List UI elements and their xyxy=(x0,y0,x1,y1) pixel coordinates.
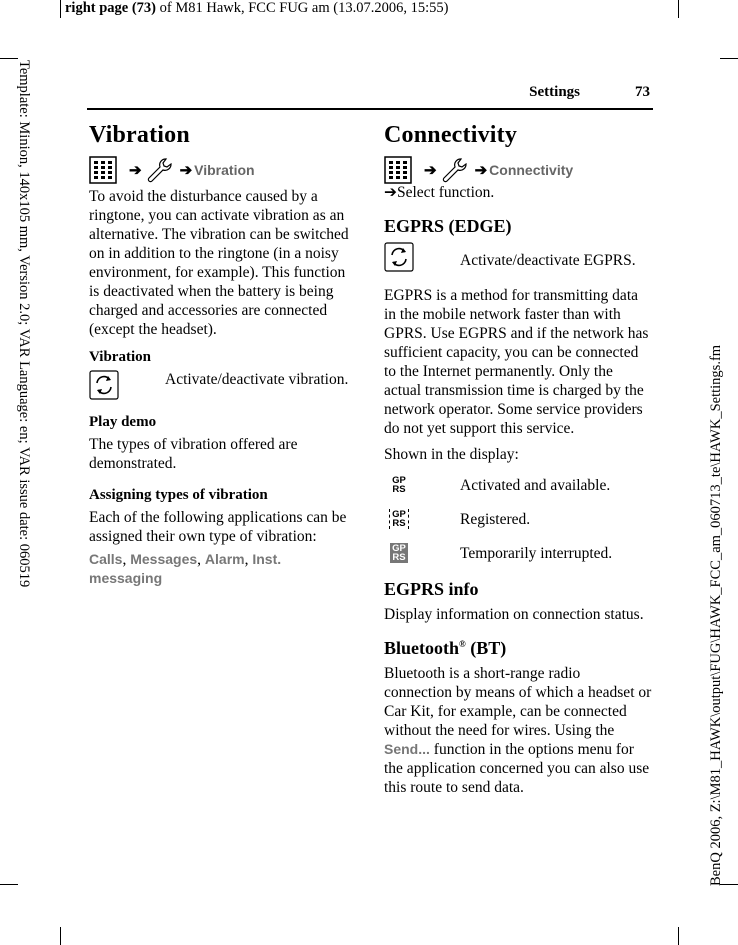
app-calls: Calls xyxy=(89,551,123,567)
wrench-icon xyxy=(146,156,176,184)
bluetooth-text xyxy=(384,664,652,797)
template-info-text: Template: Minion, 140x105 mm, Version 2.0; VAR Language: en; VAR issue date: 060519 xyxy=(16,60,32,588)
path-vibration: Vibration xyxy=(194,162,255,178)
egprs-info-text: Display information on connection status. xyxy=(384,606,644,623)
arrow-icon: ➔ xyxy=(474,162,488,179)
vibration-toggle-row xyxy=(89,370,353,400)
crop-mark xyxy=(720,58,738,59)
egprs-toggle-text: Activate/deactivate EGPRS. xyxy=(460,252,636,269)
connectivity-title: Connectivity xyxy=(384,122,518,148)
egprs-toggle-row xyxy=(384,242,652,272)
vibration-title: Vibration xyxy=(89,122,190,148)
bluetooth-heading-text: Bluetooth xyxy=(384,638,460,658)
status-row-interrupted xyxy=(384,539,652,567)
gprs-interrupted-icon xyxy=(384,539,414,567)
status-registered-text: Registered. xyxy=(460,511,531,528)
section-title: Settings xyxy=(529,84,580,100)
toggle-icon xyxy=(89,370,119,400)
app-list xyxy=(89,550,353,588)
page-header xyxy=(87,80,653,110)
bluetooth-heading-suffix: (BT) xyxy=(465,638,507,658)
print-info-page: right page (73) xyxy=(65,0,157,16)
menu-path xyxy=(89,155,353,185)
vibration-intro: To avoid the disturbance caused by a ringtone, you can activate vibration as an alternative. The vibration can be switched on in addition to the ringtone (in a noisy environment, for example). This function is deactivated when the battery is being charged and accessories are connected (except the headset). xyxy=(89,188,349,338)
status-row-registered xyxy=(384,505,652,533)
gprs-active-icon xyxy=(384,471,414,499)
print-info-file: of M81 Hawk, FCC FUG am (13.07.2006, 15:55) xyxy=(156,0,449,16)
path-connectivity: Connectivity xyxy=(489,162,574,178)
arrow-icon: ➔ xyxy=(179,162,193,179)
bluetooth-heading xyxy=(384,638,652,659)
play-demo-heading: Play demo xyxy=(89,414,157,430)
toggle-icon xyxy=(384,242,414,272)
app-inst-messaging: Inst. messaging xyxy=(89,551,282,586)
app-messages: Messages xyxy=(130,551,198,567)
vibration-subheading: Vibration xyxy=(89,349,151,365)
status-row-active xyxy=(384,471,652,499)
file-path-text: BenQ 2006, Z:\M81_HAWK\output\FUG\HAWK_FCC_am_060713_te\HAWK_Settings.fm xyxy=(708,344,724,886)
play-demo-text: The types of vibration offered are demonstrated. xyxy=(89,436,298,472)
bluetooth-text-part2: function in the options menu for the application concerned you can also use this route to send data. xyxy=(384,741,650,796)
egprs-heading: EGPRS (EDGE) xyxy=(384,216,512,236)
arrow-icon: ➔ xyxy=(424,162,437,179)
list-sep: , xyxy=(122,551,131,568)
assign-text: Each of the following applications can be assigned their own type of vibration: xyxy=(89,509,347,545)
connectivity-column xyxy=(384,122,652,804)
template-info xyxy=(8,60,32,680)
gprs-registered-icon xyxy=(384,505,414,533)
vibration-column xyxy=(89,122,353,595)
arrow-icon: ➔ xyxy=(129,162,142,179)
page-number: 73 xyxy=(635,84,650,100)
send-softkey: Send... xyxy=(384,741,430,757)
egprs-info-heading: EGPRS info xyxy=(384,579,479,599)
crop-mark xyxy=(60,0,61,18)
gprs-icon-label: GP RS xyxy=(390,543,408,563)
shown-in-display: Shown in the display: xyxy=(384,446,519,463)
print-info xyxy=(65,0,448,17)
crop-mark xyxy=(0,884,18,885)
header-rule xyxy=(87,108,653,110)
arrow-icon: ➔ xyxy=(384,184,397,201)
list-sep: , xyxy=(244,551,253,568)
gprs-icon-label: GP RS xyxy=(389,509,409,529)
menu-grid-icon xyxy=(89,156,117,184)
registered-mark: ® xyxy=(459,639,466,649)
bluetooth-text-part1: Bluetooth is a short-range radio connection by means of which a headset or Car Kit, for example, can be connected without the need for wires. Using the xyxy=(384,665,652,739)
crop-mark xyxy=(678,0,679,18)
path-select-text: Select function. xyxy=(397,184,495,201)
menu-grid-icon xyxy=(384,156,412,184)
crop-mark xyxy=(678,927,679,945)
crop-mark xyxy=(0,58,18,59)
list-sep: , xyxy=(197,551,205,568)
path-select xyxy=(384,183,652,202)
app-alarm: Alarm xyxy=(204,551,245,567)
wrench-icon xyxy=(441,156,471,184)
egprs-description: EGPRS is a method for transmitting data in the mobile network faster than with GPRS. Use EGPRS and if the network has sufficient capacity, you can be connected to the Internet permanently. Only the actual transmission time is charged by the network operator. Some service providers do not yet support this service. xyxy=(384,287,649,437)
file-path-info xyxy=(708,250,734,890)
crop-mark xyxy=(60,927,61,945)
gprs-icon-label: GP RS xyxy=(392,475,406,495)
vibration-toggle-text: Activate/deactivate vibration. xyxy=(165,371,349,388)
assign-heading: Assigning types of vibration xyxy=(89,487,268,503)
status-interrupted-text: Temporarily interrupted. xyxy=(460,545,613,562)
menu-path xyxy=(384,155,652,185)
status-active-text: Activated and available. xyxy=(460,477,611,494)
